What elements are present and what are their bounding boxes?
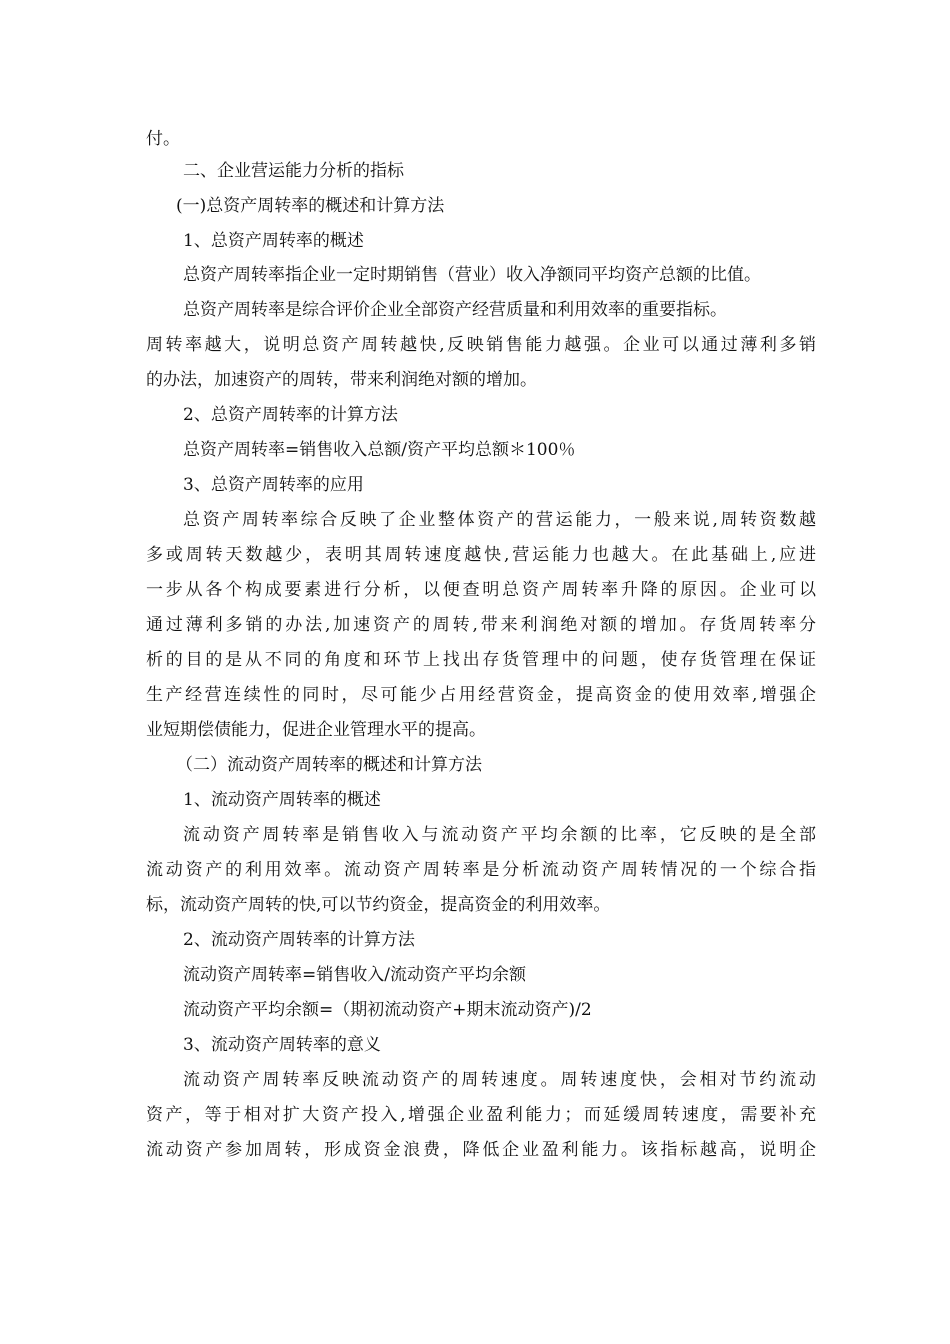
item-heading: 1、总资产周转率的概述 [183, 231, 364, 251]
section-heading: 二、企业营运能力分析的指标 [183, 161, 404, 181]
text-line: 付。 [146, 129, 180, 149]
item-heading: 3、流动资产周转率的意义 [183, 1035, 381, 1055]
formula-line: 流动资产平均余额=（期初流动资产+期末流动资产)/2 [183, 1000, 592, 1020]
paragraph-line: 多或周转天数越少，表明其周转速度越快,营运能力也越大。在此基础上,应进 [146, 545, 816, 565]
subsection-heading: (一)总资产周转率的概述和计算方法 [176, 196, 445, 216]
paragraph-line: 总资产周转率是综合评价企业全部资产经营质量和利用效率的重要指标。 [183, 300, 727, 320]
paragraph-line: 资产，等于相对扩大资产投入,增强企业盈利能力；而延缓周转速度，需要补充 [146, 1105, 816, 1125]
item-heading: 1、流动资产周转率的概述 [183, 790, 381, 810]
paragraph-line: 总资产周转率指企业一定时期销售（营业）收入净额同平均资产总额的比值。 [183, 265, 761, 285]
paragraph-line: 标，流动资产周转的快,可以节约资金，提高资金的利用效率。 [146, 895, 611, 915]
formula-line: 流动资产周转率=销售收入/流动资产平均余额 [183, 965, 526, 985]
paragraph-line: 通过薄利多销的办法,加速资产的周转,带来利润绝对额的增加。存货周转率分 [146, 615, 816, 635]
paragraph-line: 流动资产的利用效率。流动资产周转率是分析流动资产周转情况的一个综合指 [146, 860, 816, 880]
paragraph-line: 流动资产周转率反映流动资产的周转速度。周转速度快，会相对节约流动 [183, 1070, 816, 1090]
paragraph-line: 流动资产周转率是销售收入与流动资产平均余额的比率，它反映的是全部 [183, 825, 816, 845]
item-heading: 3、总资产周转率的应用 [183, 475, 364, 495]
paragraph-line: 总资产周转率综合反映了企业整体资产的营运能力，一般来说,周转资数越 [183, 510, 816, 530]
paragraph-line: 析的目的是从不同的角度和环节上找出存货管理中的问题，使存货管理在保证 [146, 650, 816, 670]
paragraph-line: 业短期偿债能力，促进企业管理水平的提高。 [146, 720, 486, 740]
item-heading: 2、流动资产周转率的计算方法 [183, 930, 415, 950]
paragraph-line: 流动资产参加周转，形成资金浪费，降低企业盈利能力。该指标越高，说明企 [146, 1140, 816, 1160]
formula-line: 总资产周转率=销售收入总额/资产平均总额＊100％ [183, 440, 576, 460]
paragraph-line: 的办法，加速资产的周转，带来利润绝对额的增加。 [146, 370, 537, 390]
item-heading: 2、总资产周转率的计算方法 [183, 405, 398, 425]
paragraph-line: 一步从各个构成要素进行分析，以便查明总资产周转率升降的原因。企业可以 [146, 580, 816, 600]
subsection-heading: （二）流动资产周转率的概述和计算方法 [176, 755, 482, 775]
paragraph-line: 周转率越大，说明总资产周转越快,反映销售能力越强。企业可以通过薄利多销 [146, 335, 816, 355]
paragraph-line: 生产经营连续性的同时，尽可能少占用经营资金，提高资金的使用效率,增强企 [146, 685, 816, 705]
